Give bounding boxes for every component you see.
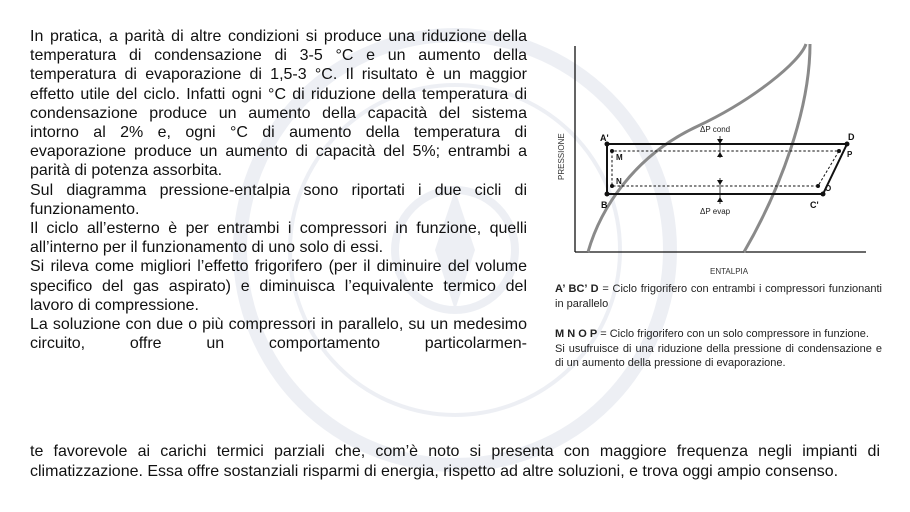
paragraph-effect: Si rileva come migliori l’effetto frigorifero (per il diminuire del volume specifico del gas aspirato) e diminuisca l’equivalente termico del lavoro di compressione.: [30, 258, 527, 314]
legend-inner-key: M N O P: [555, 328, 598, 340]
point-n: [610, 184, 614, 188]
legend-inner-text: = Ciclo frigorifero con un solo compressore in funzione.: [600, 328, 869, 340]
point-m: [610, 149, 614, 153]
legend-outer: [555, 282, 882, 311]
main-text-column: [30, 27, 527, 353]
inner-cycle: [612, 151, 839, 186]
label-a1: A': [600, 133, 609, 143]
legend-outer-key: A’ BC’ D: [555, 283, 599, 295]
point-o: [816, 184, 820, 188]
paragraph-continuation: te favorevole ai carichi termici parziali che, com’è noto si presenta con maggiore frequenza negli impianti di climatizzazione. Essa offre sostanziali risparmi di energia, rispetto ad altre soluzioni, e trova oggi ampio consenso.: [30, 443, 880, 480]
label-p: P: [847, 150, 853, 159]
point-d: [845, 142, 850, 147]
label-d: D: [848, 132, 855, 142]
dp-evap-arrow-down: [717, 180, 723, 185]
paragraph-parallel: La soluzione con due o più compressori in parallelo, su un medesimo circuito, offre un comportamento particolarmen-: [30, 316, 527, 353]
point-b: [605, 192, 610, 197]
legend-inner: [555, 327, 882, 342]
point-p: [837, 149, 841, 153]
legend-outer-text: = Ciclo frigorifero con entrambi i compressori funzionanti in parallelo: [555, 283, 882, 310]
diagram-legend: [555, 282, 882, 371]
dp-evap-label: ΔP evap: [700, 207, 731, 216]
dp-cond-label: ΔP cond: [700, 125, 731, 134]
bottom-text: [30, 442, 880, 481]
dp-cond-arrow-up: [717, 152, 723, 157]
paragraph-cycles: Il ciclo all’esterno è per entrambi i compressori in funzione, quelli all’interno per il funzionamento di uno solo di essi.: [30, 220, 527, 257]
pressure-enthalpy-diagram: [548, 40, 888, 280]
label-c1: C': [810, 200, 819, 210]
paragraph-diagram-ref: Sul diagramma pressione-entalpia sono riportati i due cicli di funzionamento.: [30, 181, 527, 218]
x-axis-label: ENTALPIA: [710, 267, 749, 276]
label-b: B: [601, 200, 608, 210]
label-o: O: [825, 184, 832, 193]
dp-evap-arrow-up: [717, 197, 723, 202]
paragraph-intro: In pratica, a parità di altre condizioni si produce una riduzione della temperatura di condensazione di 3-5 °C e un aumento della temperatura di evaporazione di 1,5-3 °C. Il risultato è un maggior effetto utile del ciclo. Infatti ogni °C di riduzione della temperatura di condensazione produce un aumento della capacità del sistema intorno al 2% e, ogni °C di aumento della temperatura di evaporazione produce un aumento di capacità del 5%; entrambi a parità di potenza assorbita.: [30, 28, 527, 180]
label-m: M: [616, 153, 623, 162]
y-axis-label: PRESSIONE: [557, 133, 566, 180]
legend-inner-note: Si usufruisce di una riduzione della pressione di condensazione e di un aumento della pressione di evaporazione.: [555, 342, 882, 369]
saturation-dome: [588, 44, 806, 252]
label-n: N: [616, 177, 622, 186]
